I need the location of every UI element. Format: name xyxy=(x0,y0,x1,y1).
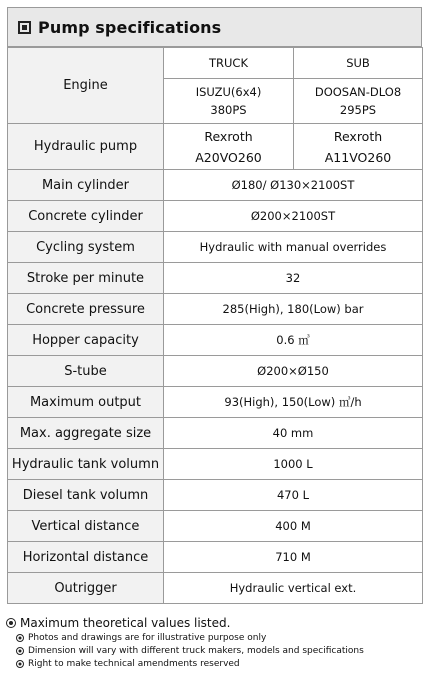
sub-column-header: SUB xyxy=(294,48,423,79)
table-row xyxy=(8,573,423,604)
row-value: Ø200×2100ST xyxy=(164,201,423,232)
footnote-item xyxy=(6,644,426,657)
specifications-table xyxy=(7,47,423,604)
table-row xyxy=(8,170,423,201)
row-value: 1000 L xyxy=(164,449,423,480)
row-value: 32 xyxy=(164,263,423,294)
table-row xyxy=(8,201,423,232)
hydraulic-pump-label: Hydraulic pump xyxy=(8,124,164,170)
circle-bullet-icon xyxy=(16,660,24,668)
truck-pump-brand: Rexroth xyxy=(204,128,253,144)
footnote-main-text: Maximum theoretical values listed. xyxy=(20,615,231,630)
footnote-main xyxy=(6,614,426,631)
table-row xyxy=(8,325,423,356)
row-label: Hopper capacity xyxy=(8,325,164,356)
table-row xyxy=(8,449,423,480)
square-bullet-icon xyxy=(18,21,31,34)
table-row xyxy=(8,124,423,170)
row-value: 40 mm xyxy=(164,418,423,449)
circle-bullet-icon xyxy=(6,618,16,628)
sub-engine-cell xyxy=(294,79,423,124)
row-value: Ø200×Ø150 xyxy=(164,356,423,387)
row-value: 0.6 ㎥ xyxy=(164,325,423,356)
table-row xyxy=(8,511,423,542)
table-row xyxy=(8,48,423,79)
row-value: 710 M xyxy=(164,542,423,573)
table-row xyxy=(8,418,423,449)
sub-engine-power: 295PS xyxy=(339,103,377,117)
engine-label: Engine xyxy=(8,48,164,124)
sub-engine-model: DOOSAN-DLO8 xyxy=(314,85,402,99)
section-title: Pump specifications xyxy=(38,17,222,37)
circle-bullet-icon xyxy=(16,647,24,655)
table-row xyxy=(8,294,423,325)
row-label: Outrigger xyxy=(8,573,164,604)
row-label: Max. aggregate size xyxy=(8,418,164,449)
row-value: 93(High), 150(Low) ㎥/h xyxy=(164,387,423,418)
row-label: Diesel tank volumn xyxy=(8,480,164,511)
sub-pump-brand: Rexroth xyxy=(333,128,383,144)
circle-bullet-icon xyxy=(16,634,24,642)
footnote-item xyxy=(6,657,426,670)
row-value: 400 M xyxy=(164,511,423,542)
row-value: Hydraulic vertical ext. xyxy=(164,573,423,604)
table-row xyxy=(8,542,423,573)
table-row xyxy=(8,232,423,263)
sub-pump-cell xyxy=(294,124,423,170)
row-label: Hydraulic tank volumn xyxy=(8,449,164,480)
truck-engine-cell xyxy=(164,79,294,124)
truck-pump-model: A20VO260 xyxy=(195,149,262,165)
row-label: Concrete cylinder xyxy=(8,201,164,232)
footnote-item-text: Photos and drawings are for illustrative purpose only xyxy=(28,632,267,643)
row-value: 285(High), 180(Low) bar xyxy=(164,294,423,325)
table-row xyxy=(8,263,423,294)
row-label: Stroke per minute xyxy=(8,263,164,294)
row-label: Maximum output xyxy=(8,387,164,418)
table-row xyxy=(8,356,423,387)
row-label: Vertical distance xyxy=(8,511,164,542)
row-value: Ø180/ Ø130×2100ST xyxy=(164,170,423,201)
truck-engine-model: ISUZU(6x4) xyxy=(195,85,262,99)
row-value: Hydraulic with manual overrides xyxy=(164,232,423,263)
truck-pump-cell xyxy=(164,124,294,170)
truck-engine-power: 380PS xyxy=(210,103,247,117)
row-label: S-tube xyxy=(8,356,164,387)
row-label: Horizontal distance xyxy=(8,542,164,573)
section-header xyxy=(7,7,422,47)
row-label: Concrete pressure xyxy=(8,294,164,325)
row-value: 470 L xyxy=(164,480,423,511)
row-label: Main cylinder xyxy=(8,170,164,201)
table-row xyxy=(8,480,423,511)
footnote-item-text: Right to make technical amendments reserved xyxy=(28,658,240,669)
footnote-item xyxy=(6,631,426,644)
sub-pump-model: A11VO260 xyxy=(324,149,392,165)
truck-column-header: TRUCK xyxy=(164,48,294,79)
footnotes xyxy=(6,614,426,670)
table-row xyxy=(8,387,423,418)
footnote-item-text: Dimension will vary with different truck makers, models and specifications xyxy=(28,645,364,656)
row-label: Cycling system xyxy=(8,232,164,263)
